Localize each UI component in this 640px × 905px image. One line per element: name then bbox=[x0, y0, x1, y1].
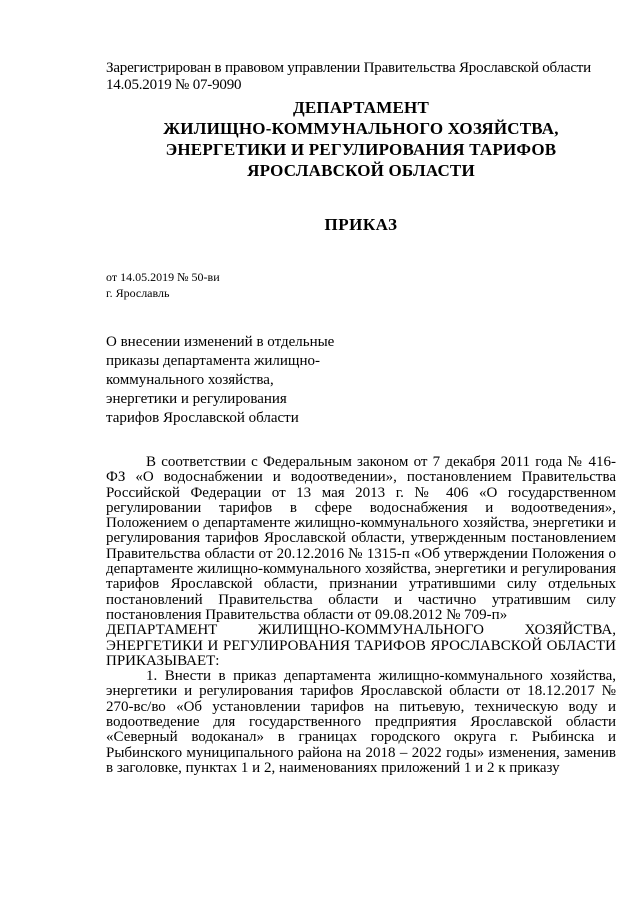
registration-line: Зарегистрирован в правовом управлении Правительства Ярославской области bbox=[106, 60, 591, 76]
preamble-paragraph: В соответствии с Федеральным законом от 7 декабря 2011 года № 416-ФЗ «О водоснабжении и водоотведении», постановлением Правительства Российской Федерации от 13 мая 2013 г. № 406 «О государственном регулировании тарифов в сфере водоснабжения и водоотведения», Положением о департаменте жилищно-коммунального хозяйства, энергетики и регулирования тарифов Ярославской области, утвержденным постановлением Правительства области от 20.12.2016 № 1315-п «Об утверждении Положения о департаменте жилищно-коммунального хозяйства, энергетики и регулирования тарифов Ярославской области, признании утратившими силу отдельных постановлений Правительства области и частично утратившим силу постановления Правительства области от 09.08.2012 № 709-п» bbox=[106, 454, 616, 623]
department-line: ДЕПАРТАМЕНТ bbox=[292, 98, 430, 117]
order-body bbox=[106, 455, 616, 776]
item-1-paragraph: 1. Внести в приказ департамента жилищно-коммунального хозяйства, энергетики и регулирования тарифов Ярославской области от 18.12.2017 № 270-вс/во «Об установлении тарифов на питьевую, техническую воду и водоотведение для государственного предприятия Ярославской области «Северный водоканал» в границах городского округа г. Рыбинска и Рыбинского муниципального района на 2018 – 2022 годы» изменения, заменив в заголовке, пунктах 1 и 2, наименованиях приложений 1 и 2 к приказу bbox=[106, 668, 616, 776]
subject-line: энергетики и регулирования bbox=[106, 391, 287, 407]
subject-line: тарифов Ярославской области bbox=[106, 410, 299, 426]
subject-line: приказы департамента жилищно- bbox=[106, 353, 320, 369]
order-subject bbox=[106, 333, 346, 428]
registration-number: 14.05.2019 № 07-9090 bbox=[106, 77, 242, 93]
resolution-paragraph: ДЕПАРТАМЕНТ ЖИЛИЩНО-КОММУНАЛЬНОГО ХОЗЯЙСТВА, ЭНЕРГЕТИКИ И РЕГУЛИРОВАНИЯ ТАРИФОВ ЯРОСЛАВСКОЙ ОБЛАСТИ ПРИКАЗЫВАЕТ: bbox=[106, 622, 616, 669]
department-line: ЭНЕРГЕТИКИ И РЕГУЛИРОВАНИЯ ТАРИФОВ bbox=[165, 140, 557, 159]
department-line: ЖИЛИЩНО-КОММУНАЛЬНОГО ХОЗЯЙСТВА, bbox=[163, 119, 559, 138]
department-line: ЯРОСЛАВСКОЙ ОБЛАСТИ bbox=[247, 161, 475, 180]
subject-line: О внесении изменений в отдельные bbox=[106, 334, 335, 350]
registration-note bbox=[106, 60, 616, 94]
subject-line: коммунального хозяйства, bbox=[106, 372, 274, 388]
order-date-number: от 14.05.2019 № 50-ви bbox=[106, 270, 220, 284]
department-header bbox=[106, 97, 616, 181]
document-type-title: ПРИКАЗ bbox=[324, 215, 398, 234]
order-city: г. Ярославль bbox=[106, 286, 170, 300]
